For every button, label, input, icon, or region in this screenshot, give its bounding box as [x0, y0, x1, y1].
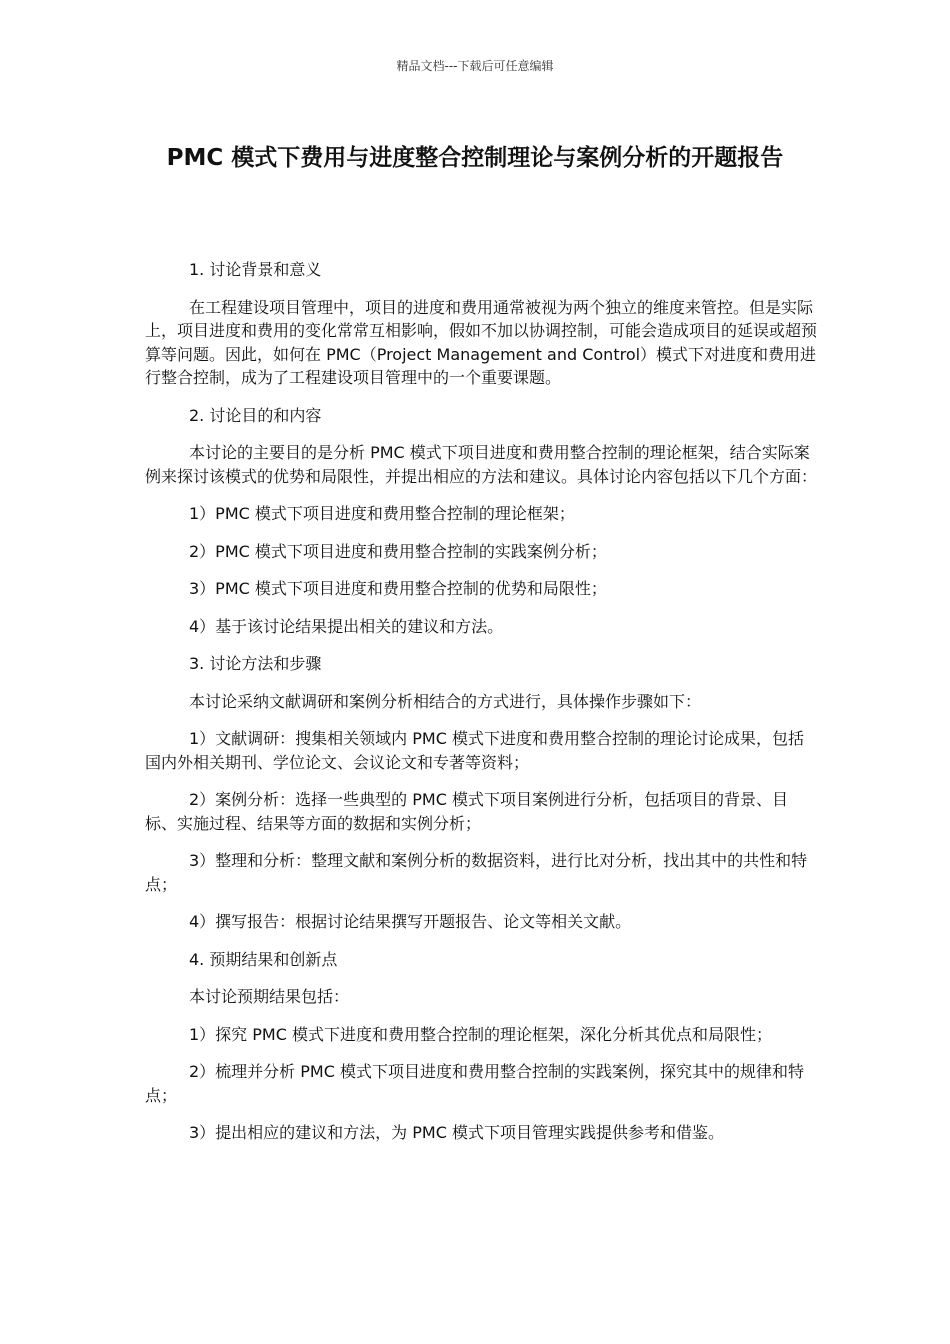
document-title: PMC 模式下费用与进度整合控制理论与案例分析的开题报告 [166, 145, 784, 171]
list-item: 2）案例分析：选择一些典型的 PMC 模式下项目案例进行分析，包括项目的背景、目标、实施过程、结果等方面的数据和实例分析； [145, 790, 788, 833]
list-item: 1）文献调研：搜集相关领域内 PMC 模式下进度和费用整合控制的理论讨论成果，包括国内外相关期刊、学位论文、会议论文和专著等资料； [145, 729, 804, 772]
section-heading-purpose: 2. 讨论目的和内容 [189, 405, 322, 425]
list-item: 4）撰写报告：根据讨论结果撰写开题报告、论文等相关文献。 [189, 912, 632, 931]
list-item: 1）探究 PMC 模式下进度和费用整合控制的理论框架，深化分析其优点和局限性； [189, 1024, 772, 1044]
list-item: 4）基于该讨论结果提出相关的建议和方法。 [189, 616, 504, 636]
document-body [145, 258, 817, 1159]
list-item: 2）梳理并分析 PMC 模式下项目进度和费用整合控制的实践案例，探究其中的规律和特点； [145, 1062, 804, 1105]
paragraph: 本讨论的主要目的是分析 PMC 模式下项目进度和费用整合控制的理论框架，结合实际案例来探讨该模式的优势和局限性，并提出相应的方法和建议。具体讨论内容包括以下几个方面： [145, 443, 818, 486]
paragraph: 本讨论采纳文献调研和案例分析相结合的方式进行，具体操作步骤如下： [189, 691, 702, 711]
section-heading-background: 1. 讨论背景和意义 [189, 260, 322, 279]
list-item: 3）整理和分析：整理文献和案例分析的数据资料，进行比对分析，找出其中的共性和特点； [145, 851, 808, 894]
list-item: 3）提出相应的建议和方法，为 PMC 模式下项目管理实践提供参考和借鉴。 [189, 1123, 724, 1142]
section-heading-results: 4. 预期结果和创新点 [189, 949, 338, 969]
section-heading-method: 3. 讨论方法和步骤 [189, 654, 322, 673]
paragraph: 在工程建设项目管理中，项目的进度和费用通常被视为两个独立的维度来管控。但是实际上，项目进度和费用的变化常常互相影响，假如不加以协调控制，可能会造成项目的延误或超预算等问题。因此，如何在 PMC（Project Management and Control）模式下对进度和费用进行整合控制，成为了工程建设项目管理中的一个重要课题。 [145, 297, 818, 387]
list-item: 3）PMC 模式下项目进度和费用整合控制的优势和局限性； [189, 579, 607, 598]
paragraph: 本讨论预期结果包括： [189, 987, 350, 1006]
list-item: 2）PMC 模式下项目进度和费用整合控制的实践案例分析； [189, 541, 607, 561]
header-note: 精品文档---下载后可任意编辑 [396, 59, 554, 73]
list-item: 1）PMC 模式下项目进度和费用整合控制的理论框架； [189, 504, 575, 523]
